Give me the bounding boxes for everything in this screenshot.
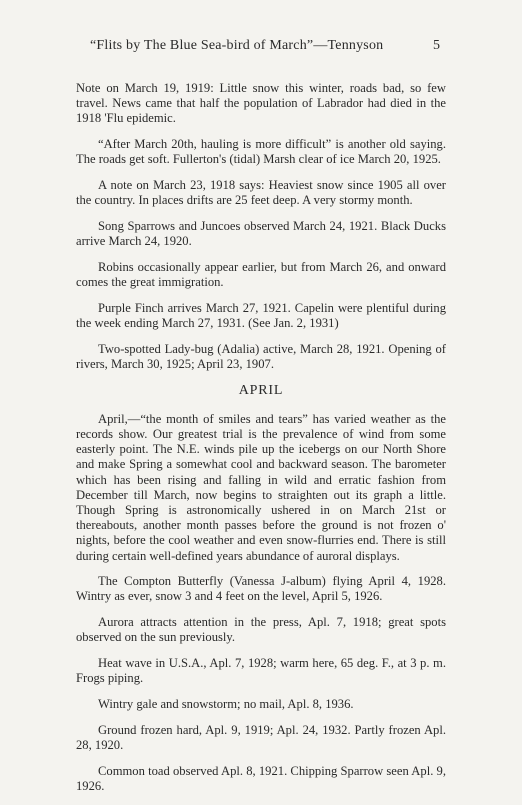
paragraph: The Compton Butterfly (Vanessa J-album) flying April 4, 1928. Wintry as ever, snow 3 and 4 feet on the level, April 5, 1926. [76, 574, 446, 604]
paragraph: Wintry gale and snowstorm; no mail, Apl. 8, 1936. [98, 697, 354, 711]
running-header [0, 38, 522, 60]
paragraph: Song Sparrows and Juncoes observed March 24, 1921. Black Ducks arrive March 24, 1920. [76, 218, 446, 249]
page-body [76, 81, 446, 805]
paragraph: April,—“the month of smiles and tears” has varied weather as the records show. Our greatest trial is the prevalence of wind from some easterly point. The N.E. winds pile up the icebergs on our North Shore and make Spring a somewhat cool and backward season. The barometer which has been rising and falling in wild and erratic fashion from December till March, now begins to straighten out its graph a little. Though Spring is astronomically ushered in on March 21st or thereabouts, another month passes before the ground is not frozen o' nights, before the cool weather and even snow-flurries end. There is still during certain well-defined years abundance of auroral displays. [76, 411, 446, 563]
paragraph: Robins occasionally appear earlier, but from March 26, and onward comes the great immigration. [76, 259, 446, 290]
page-number: 5 [433, 38, 440, 53]
section-heading: APRIL [238, 382, 284, 398]
running-title: “Flits by The Blue Sea-bird of March”—Tennyson [90, 38, 384, 53]
paragraph: Ground frozen hard, Apl. 9, 1919; Apl. 24, 1932. Partly frozen Apl. 28, 1920. [76, 722, 446, 752]
paragraph: Aurora attracts attention in the press, Apl. 7, 1918; great spots observed on the sun previously. [76, 615, 446, 645]
paragraph: Two-spotted Lady-bug (Adalia) active, March 28, 1921. Opening of rivers, March 30, 1925; April 23, 1907. [76, 341, 446, 371]
paragraph: Heat wave in U.S.A., Apl. 7, 1928; warm here, 65 deg. F., at 3 p. m. Frogs piping. [76, 656, 446, 686]
paragraph: A note on March 23, 1918 says: Heaviest snow since 1905 all over the country. In places drifts are 25 feet deep. A very stormy month. [76, 178, 446, 208]
paragraph: Purple Finch arrives March 27, 1921. Capelin were plentiful during the week ending March 27, 1931. (See Jan. 2, 1931) [76, 300, 446, 330]
paragraph: Common toad observed Apl. 8, 1921. Chipping Sparrow seen Apl. 9, 1926. [76, 763, 446, 793]
paragraph: “After March 20th, hauling is more difficult” is another old saying. The roads get soft. Fullerton's (tidal) Marsh clear of ice March 20, 1925. [76, 137, 446, 167]
paragraph: Note on March 19, 1919: Little snow this winter, roads bad, so few travel. News came that half the population of Labrador had died in the 1918 'Flu epidemic. [76, 81, 446, 126]
